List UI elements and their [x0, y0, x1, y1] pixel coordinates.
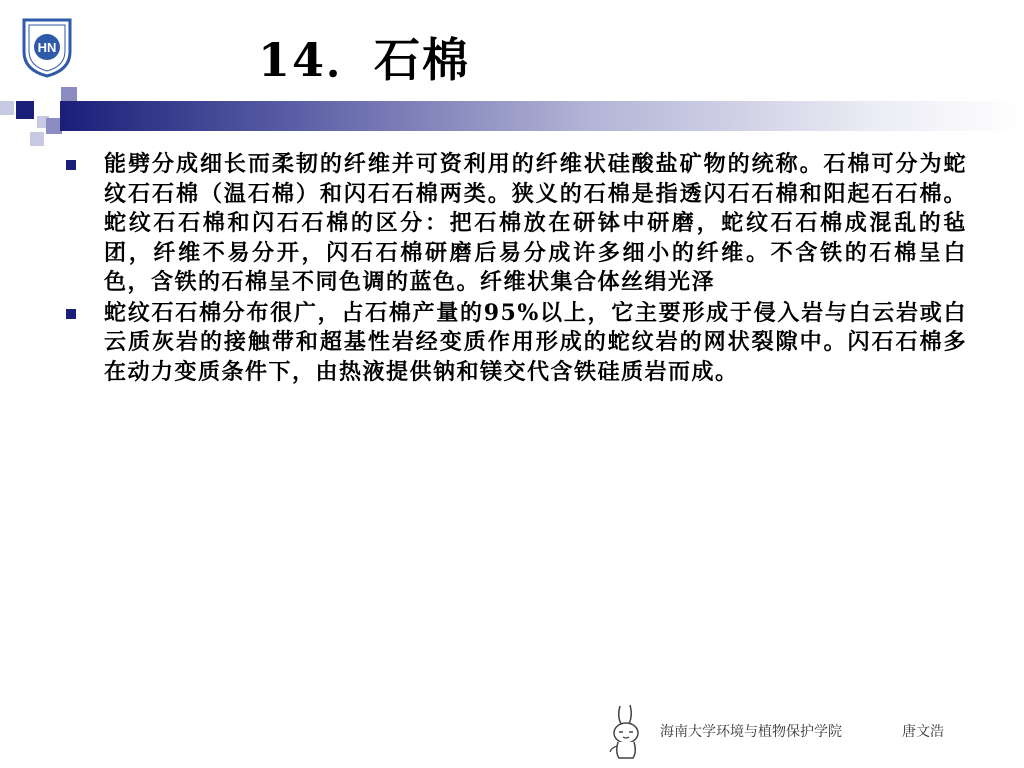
slide-body [62, 150, 967, 388]
bullet-text: 能劈分成细长而柔韧的纤维并可资利用的纤维状硅酸盐矿物的统称。石棉可分为蛇纹石石棉（温石棉）和闪石石棉两类。狭义的石棉是指透闪石石棉和阳起石石棉。蛇纹石石棉和闪石石棉的区分：把石棉放在研钵中研磨，蛇纹石石棉成混乱的毡团，纤维不易分开，闪石石棉研磨后易分成许多细小的纤维。不含铁的石棉呈白色，含铁的石棉呈不同色调的蓝色。纤维状集合体丝绢光泽 [104, 151, 967, 295]
decorative-square [30, 132, 44, 146]
slide-title: 14．石棉 [258, 33, 471, 87]
cartoon-rabbit-icon [606, 702, 648, 760]
logo-letters: HN [37, 40, 57, 55]
decorative-square [0, 101, 14, 115]
university-logo [20, 16, 74, 78]
bullet-text: 蛇纹石石棉分布很广，占石棉产量的95%以上，它主要形成于侵入岩与白云岩或白云质灰岩的接触带和超基性岩经变质作用形成的蛇纹岩的网状裂隙中。闪石石棉多在动力变质条件下，由热液提供钠和镁交代含铁硅质岩而成。 [104, 299, 967, 385]
bullet-item [62, 150, 967, 298]
decorative-square [16, 101, 34, 119]
square-bullet-icon [66, 160, 76, 170]
footer-author: 唐文浩 [902, 724, 944, 740]
footer-institution: 海南大学环境与植物保护学院 [660, 724, 842, 740]
bullet-item [62, 299, 967, 388]
university-shield-logo-icon [20, 16, 74, 78]
square-bullet-icon [66, 309, 76, 319]
header-gradient-bar [60, 101, 1024, 131]
